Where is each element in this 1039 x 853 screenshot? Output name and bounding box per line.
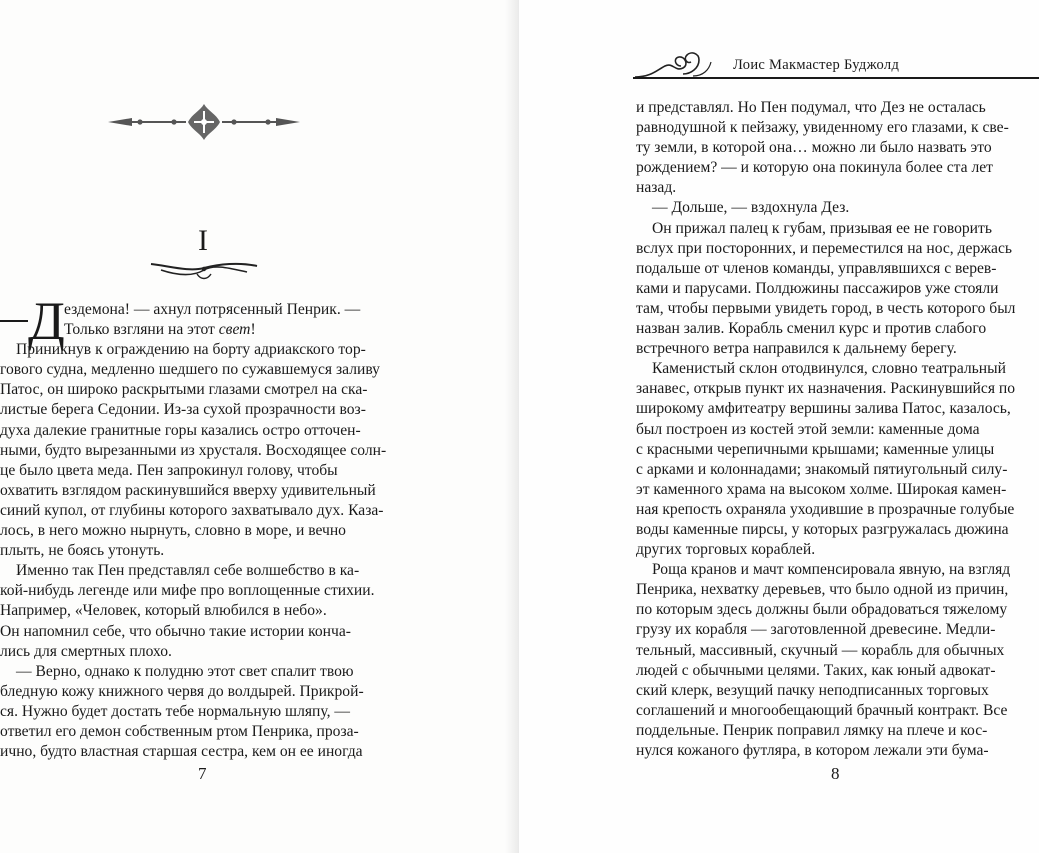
text-line: Например, «Человек, который влюбился в небо». (0, 602, 327, 620)
text-line: Он напомнил себе, что обычно такие истории конча- (0, 622, 351, 640)
text-segment: Только взгляни на этот (64, 321, 219, 339)
text-line: кой-нибудь легенде или мифе про воплощенные стихии. (0, 582, 375, 600)
chapter-swash-icon (149, 258, 259, 280)
text-line: соглашений и многообещающий брачный контракт. Все (636, 701, 1008, 719)
chapter-number: I (198, 224, 208, 257)
left-page-text (0, 291, 407, 762)
text-line: воды каменные пирсы, у которых разгружалась дюжина (636, 520, 1009, 538)
page-number: 8 (831, 764, 840, 783)
text-line: ная крепость охраняла уходившие в прозрачные голубые (636, 500, 1015, 518)
text-line: подальше от членов команды, управлявшихся с верев- (636, 259, 997, 277)
text-line: Именно так Пен представлял себе волшебство в ка- (16, 562, 360, 580)
text-line: нулся кожаного футляра, в котором лежали эти бума- (636, 742, 989, 759)
text-line: лись для смертных плохо. (0, 642, 172, 660)
text-line: ту земли, в которой она… можно ли было назвать это (636, 139, 992, 157)
ornament-top-icon (108, 101, 300, 143)
text-line: других торговых кораблей. (636, 541, 816, 559)
text-line: ично, будто властная старшая сестра, кем он ее иногда (0, 743, 363, 761)
header-rule (633, 77, 1039, 79)
text-line: с красными черепичными крышами; каменные улицы (636, 440, 995, 458)
drop-cap: Д (28, 291, 65, 351)
text-line (0, 320, 407, 340)
text-line: ответил его демон собственным ртом Пенрика, проза- (0, 722, 359, 740)
text-line: — Верно, однако к полудню этот свет спалит твою (16, 662, 354, 680)
text-line: назад. (636, 179, 677, 197)
text-line: — Дольше, — вздохнула Дез. (652, 199, 850, 217)
text-line: ездемона! — ахнул потрясенный Пенрик. — (64, 301, 361, 318)
text-line: листые берега Седонии. Из-за сухой прозрачности воз- (0, 401, 366, 419)
text-line: духа далекие гранитные горы казались остро отточен- (0, 421, 361, 439)
text-line: ными, будто вырезанными из хрусталя. Восходящее солн- (0, 441, 387, 459)
text-line: гового судна, медленно шедшего по сужавшемуся заливу (0, 361, 380, 379)
text-line: Патос, он широко раскрытыми глазами смотрел на ска- (0, 381, 368, 399)
page-number: 7 (198, 764, 207, 783)
text-line: широкому амфитеатру вершины залива Патос, казалось, (636, 400, 1011, 418)
text-line: Пенрика, нехватку деревьев, что было одной из причин, (636, 581, 1009, 599)
text-line: с арками и колоннадами; знакомый пятиугольный силу- (636, 460, 1008, 478)
text-line: рождением? — и которую она покинула более ста лет (636, 159, 993, 177)
text-line: поддельные. Пенрик поправил лямку на плече и кос- (636, 721, 988, 739)
text-line: грузу их корабля — заготовленной древесине. Медли- (636, 621, 996, 639)
text-line: по которым здесь должны были обрадоваться тяжелому (636, 601, 1008, 619)
left-page (0, 0, 519, 853)
text-line: бледную кожу книжного червя до волдырей. Прикрой- (0, 682, 364, 700)
text-line: Он прижал палец к губам, призывая ее не говорить (652, 219, 992, 237)
text-line: охватить взглядом раскинувшийся вверху удивительный (0, 481, 376, 499)
text-line: Приникнув к ограждению на борту адриакского тор- (16, 341, 366, 359)
text-line: равнодушной к пейзажу, увиденному его глазами, к све- (636, 119, 1009, 137)
text-line: людей с обычными целями. Таких, как юный адвокат- (636, 661, 996, 679)
right-page-text (636, 98, 1039, 761)
text-line: Каменистый склон отодвинулся, словно театральный (652, 360, 1006, 378)
text-line: вслух при посторонних, и переместился на нос, держась (636, 239, 1012, 257)
text-line: ся. Нужно будет достать тебе нормальную шляпу, — (0, 702, 350, 720)
text-line: лось, в него можно нырнуть, словно в море, и вечно (0, 522, 346, 540)
text-line: це было цвета меда. Пен запрокинул голову, чтобы (0, 461, 338, 479)
text-segment: ! (250, 321, 256, 339)
text-line: эт каменного храма на высоком холме. Широкая камен- (636, 480, 1007, 498)
running-header-author: Лоис Макмастер Буджолд (733, 57, 900, 73)
text-line: ками и парусами. Полдюжины пассажиров уже стояли (636, 279, 999, 297)
text-line: был построен из костей этой земли: каменные дома (636, 420, 980, 438)
text-line: ский клерк, везущий пачку неподписанных торговых (636, 681, 989, 699)
text-line: занавес, открыв пункт их назначения. Раскинувшийся по (636, 380, 1016, 398)
italic-word: свет (218, 321, 251, 339)
text-line: и представлял. Но Пен подумал, что Дез не осталась (636, 99, 986, 116)
text-line: Роща кранов и мачт компенсировала явную, на взгляд (652, 561, 1011, 579)
text-line: назван залив. Корабль сменил курс и против слабого (636, 320, 987, 338)
text-line: встречного ветра направился к дальнему берегу. (636, 340, 957, 358)
text-line: плыть, не боясь утонуть. (0, 542, 165, 560)
text-line: тельный, массивный, скучный — корабль для обычных (636, 641, 1005, 659)
text-line: там, чтобы первыми увидеть город, в честь которого был (636, 299, 1016, 317)
header-flourish-icon (633, 48, 723, 80)
text-line: синий купол, от глубины которого захватывало дух. Каза- (0, 501, 384, 519)
